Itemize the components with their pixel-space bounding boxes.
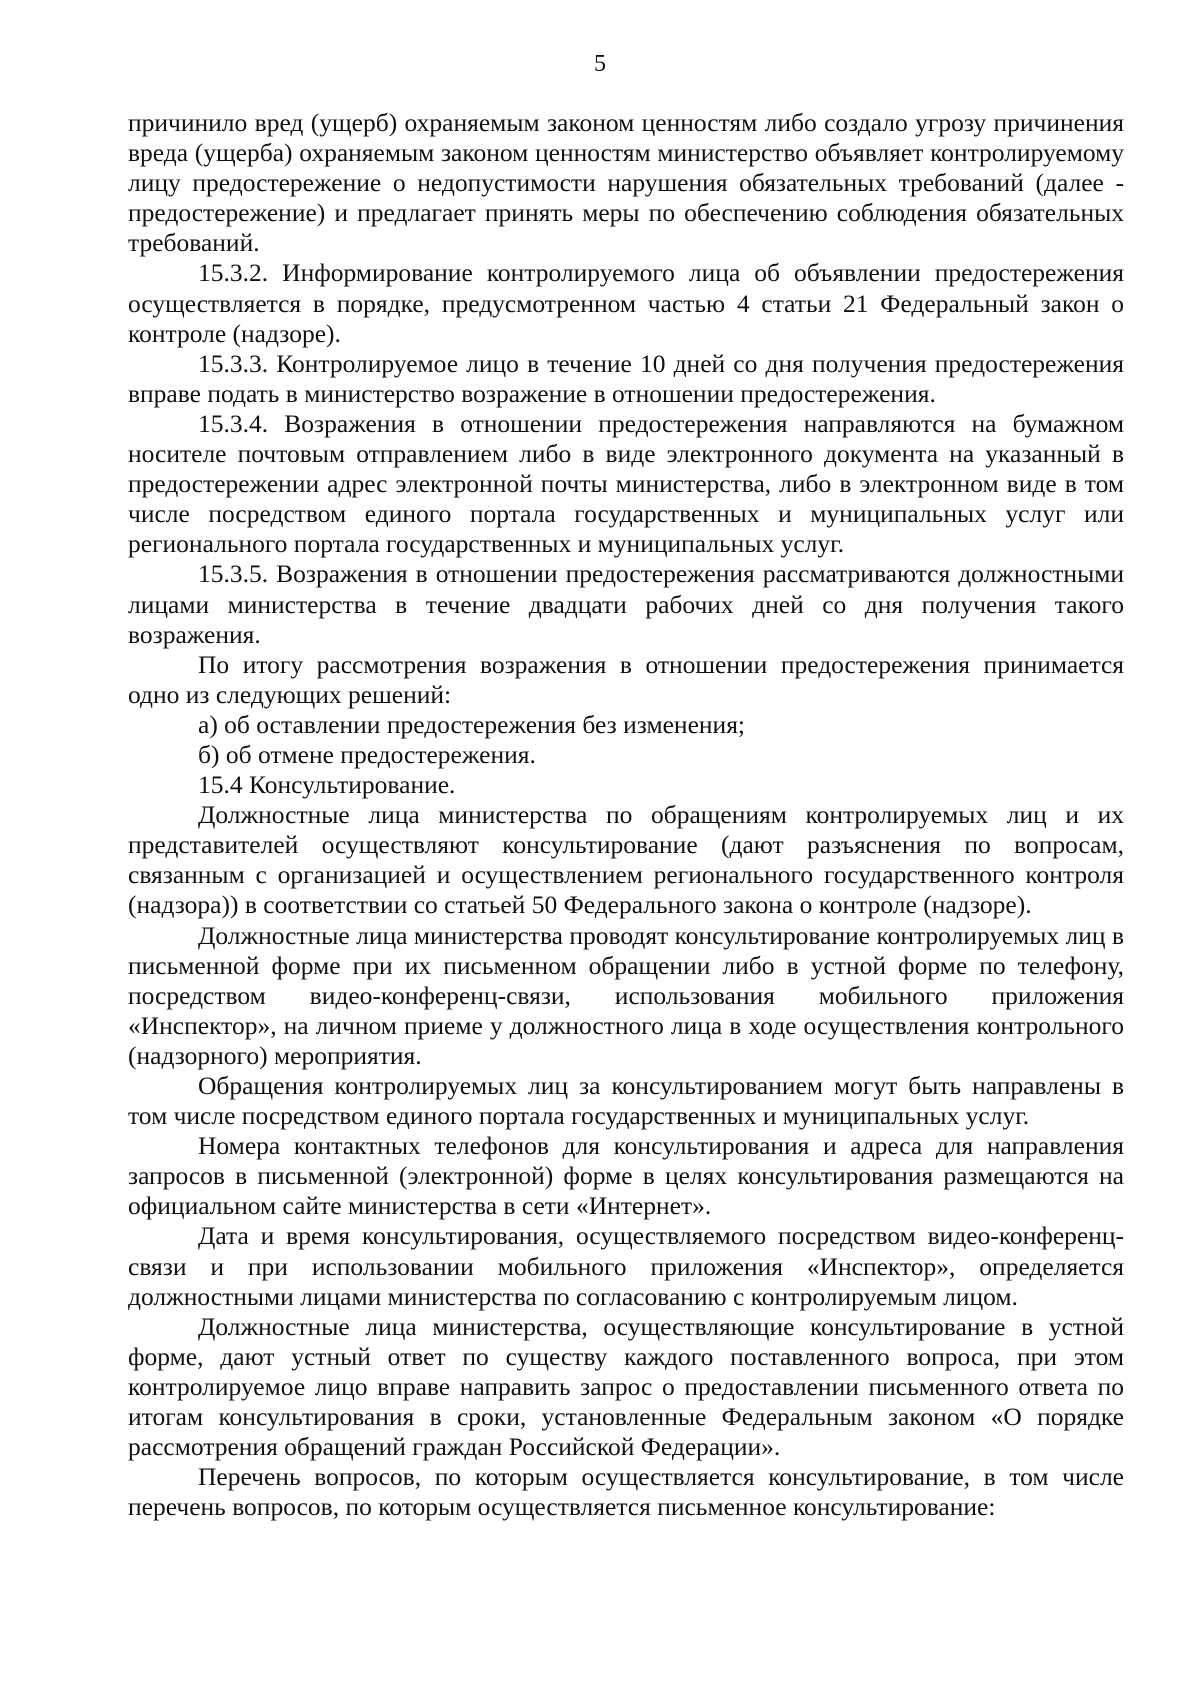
- paragraph-objection-outcome: По итогу рассмотрения возражения в отношении предостережения принимается одно из следующих решений:: [128, 649, 1124, 709]
- paragraph-15-3-4: 15.3.4. Возражения в отношении предостережения направляются на бумажном носителе почтовым отправлением либо в виде электронного документа на указанный в предостережении адрес электронной почты министерства, либо в электронном виде в том числе посредством единого портала государственных и муниципальных услуг или регионального портала государственных и муниципальных услуг.: [128, 408, 1124, 559]
- list-item-b: б) об отмене предостережения.: [198, 739, 536, 769]
- paragraph-continuation: причинило вред (ущерб) охраняемым законом ценностям либо создало угрозу причинения вреда (ущерба) охраняемым законом ценностям министерство объявляет контролируемому лицу предостережение о недопустимости нарушения обязательных требований (далее - предостережение) и предлагает принять меры по обеспечению соблюдения обязательных требований.: [128, 108, 1124, 258]
- paragraph-15-3-3: 15.3.3. Контролируемое лицо в течение 10 дней со дня получения предостережения вправе подать в министерство возражение в отношении предостережения.: [128, 348, 1124, 408]
- paragraph-consulting-3: Обращения контролируемых лиц за консультированием могут быть направлены в том числе посредством единого портала государственных и муниципальных услуг.: [128, 1071, 1124, 1131]
- document-body: [128, 108, 1124, 1522]
- paragraph-consulting-5: Дата и время консультирования, осуществляемого посредством видео-конференц-связи и при использовании мобильного приложения «Инспектор», определяется должностными лицами министерства по согласованию с контролируемым лицом.: [128, 1221, 1124, 1311]
- paragraph-15-3-5: 15.3.5. Возражения в отношении предостережения рассматриваются должностными лицами министерства в течение двадцати рабочих дней со дня получения такого возражения.: [128, 559, 1124, 649]
- paragraph-consulting-1: Должностные лица министерства по обращениям контролируемых лиц и их представителей осуществляют консультирование (дают разъяснения по вопросам, связанным с организацией и осуществлением регионального государственного контроля (надзора)) в соответствии со статьей 50 Федерального закона о контроле (надзоре).: [128, 800, 1124, 920]
- paragraph-consulting-2: Должностные лица министерства проводят консультирование контролируемых лиц в письменной форме при их письменном обращении либо в устной форме по телефону, посредством видео-конференц-связи, использования мобильного приложения «Инспектор», на личном приеме у должностного лица в ходе осуществления контрольного (надзорного) мероприятия.: [128, 920, 1124, 1070]
- section-heading-15-4: 15.4 Консультирование.: [198, 770, 456, 800]
- paragraph-consulting-7: Перечень вопросов, по которым осуществляется консультирование, в том числе перечень вопросов, по которым осуществляется письменное консультирование:: [128, 1462, 1124, 1522]
- list-item-a: а) об оставлении предостережения без изменения;: [198, 709, 746, 739]
- paragraph-consulting-4: Номера контактных телефонов для консультирования и адреса для направления запросов в письменной (электронной) форме в целях консультирования размещаются на официальном сайте министерства в сети «Интернет».: [128, 1131, 1124, 1221]
- paragraph-15-3-2: 15.3.2. Информирование контролируемого лица об объявлении предостережения осуществляется в порядке, предусмотренном частью 4 статьи 21 Федеральный закон о контроле (надзоре).: [128, 258, 1124, 348]
- page-number: 5: [594, 51, 606, 77]
- paragraph-consulting-6: Должностные лица министерства, осуществляющие консультирование в устной форме, дают устный ответ по существу каждого поставленного вопроса, при этом контролируемое лицо вправе направить запрос о предоставлении письменного ответа по итогам консультирования в сроки, установленные Федеральным законом «О порядке рассмотрения обращений граждан Российской Федерации».: [128, 1311, 1124, 1462]
